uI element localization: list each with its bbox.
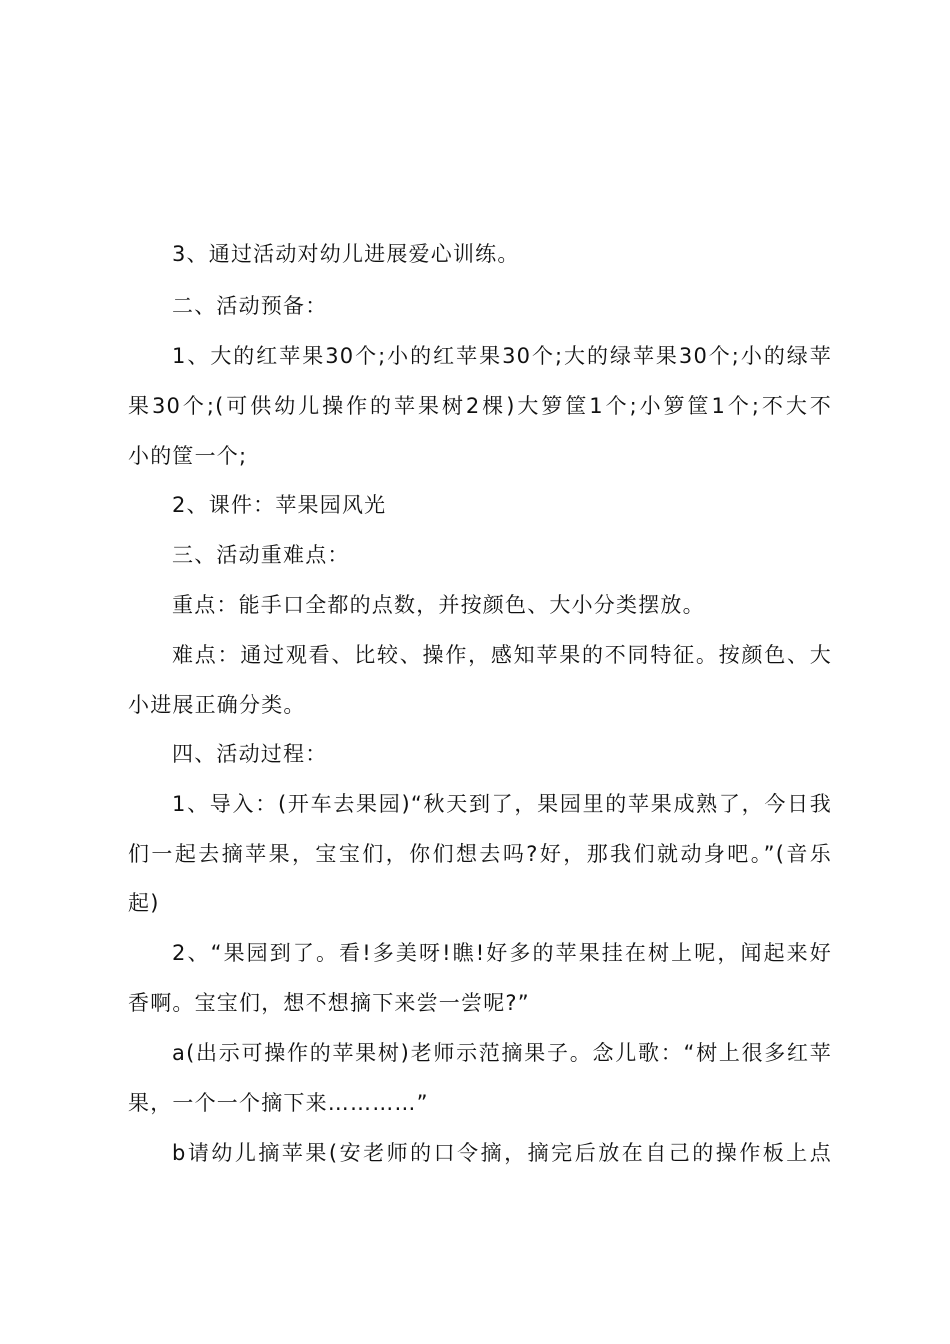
paragraph-line: 们一起去摘苹果，宝宝们，你们想去吗?好，那我们就动身吧。”(音乐 [128,842,832,866]
paragraph-line: 小进展正确分类。 [128,693,306,717]
paragraph-line: 起) [128,891,160,915]
paragraph-line: 1、大的红苹果30个;小的红苹果30个;大的绿苹果30个;小的绿苹 [172,344,832,368]
paragraph-line: 果，一个一个摘下来…………” [128,1091,429,1115]
paragraph-line: 小的筐一个; [128,444,248,468]
paragraph-line: b请幼儿摘苹果(安老师的口令摘，摘完后放在自己的操作板上点 [172,1141,832,1165]
paragraph-line: 难点：通过观看、比较、操作，感知苹果的不同特征。按颜色、大 [172,643,832,667]
paragraph-line: 1、导入：(开车去果园)“秋天到了，果园里的苹果成熟了，今日我 [172,792,832,816]
paragraph-line: 3、通过活动对幼儿进展爱心训练。 [172,242,520,266]
paragraph-line: 重点：能手口全都的点数，并按颜色、大小分类摆放。 [172,593,705,617]
paragraph-line: 2、“果园到了。看!多美呀!瞧!好多的苹果挂在树上呢，闻起来好 [172,941,832,965]
paragraph-line: 果30个;(可供幼儿操作的苹果树2棵)大箩筐1个;小箩筐1个;不大不 [128,394,832,418]
section-heading: 三、活动重难点： [172,543,350,567]
paragraph-line: a(出示可操作的苹果树)老师示范摘果子。念儿歌：“树上很多红苹 [172,1041,832,1065]
section-heading: 四、活动过程： [172,742,328,766]
paragraph-line: 香啊。宝宝们，想不想摘下来尝一尝呢?” [128,991,530,1015]
section-heading: 二、活动预备： [172,294,328,318]
paragraph-line: 2、课件：苹果园风光 [172,493,387,517]
